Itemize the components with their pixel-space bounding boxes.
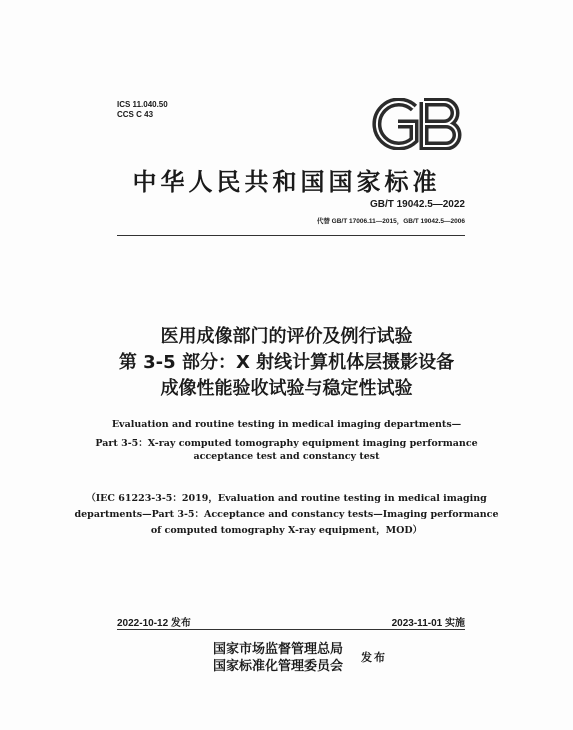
- chinese-title-line-1: 医用成像部门的评价及例行试验: [160, 326, 413, 347]
- chinese-title-line-3: 成像性能验收试验与稳定性试验: [160, 378, 413, 399]
- top-divider: [117, 235, 465, 236]
- english-title-line-3: acceptance test and constancy test: [193, 451, 380, 462]
- classification-codes: [117, 100, 168, 120]
- english-title-line-2: Part 3-5：X-ray computed tomography equipment imaging performance: [95, 438, 478, 449]
- replaces-note: 代替 GB/T 17006.11—2015，GB/T 19042.5—2006: [316, 218, 465, 225]
- chinese-title-line-2: 第 3-5 部分：X 射线计算机体层摄影设备: [118, 352, 455, 373]
- standard-number: GB/T 19042.5—2022: [369, 199, 465, 210]
- bottom-divider: [117, 629, 465, 630]
- english-title-line-1: Evaluation and routine testing in medical imaging departments—: [111, 419, 462, 430]
- equivalence-line-2: departments—Part 3-5：Acceptance and constancy tests—Imaging performance: [74, 509, 499, 520]
- issue-label: 发布: [361, 651, 387, 664]
- gb-logo-icon: [370, 98, 465, 150]
- standard-type-title: 中华人民共和国国家标准: [132, 167, 441, 196]
- ccs-code: CCS C 43: [117, 110, 154, 119]
- ics-code: ICS 11.040.50: [117, 100, 168, 109]
- publication-date: 2022-10-12 发布: [117, 618, 191, 629]
- issuing-authorities: [213, 641, 343, 675]
- issuer-sac: 国家标准化管理委员会: [213, 659, 344, 674]
- issuer-samr: 国家市场监督管理总局: [213, 642, 344, 657]
- equivalence-line-3: of computed tomography X-ray equipment，MOD）: [150, 525, 423, 536]
- equivalence-line-1: （IEC 61223-3-5：2019，Evaluation and routine testing in medical imaging: [86, 493, 487, 504]
- implementation-date: 2023-11-01 实施: [391, 618, 465, 629]
